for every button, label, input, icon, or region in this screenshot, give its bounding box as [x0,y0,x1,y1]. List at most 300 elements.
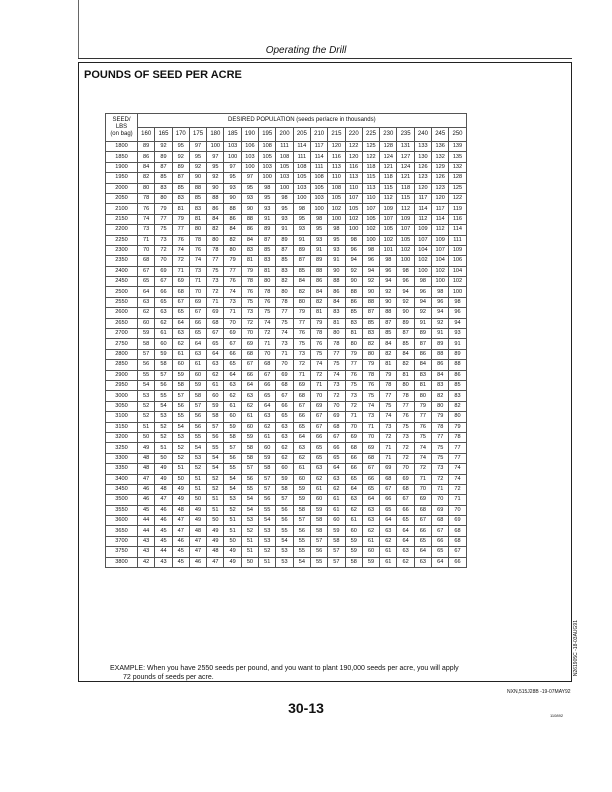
pounds-per-acre-cell: 84 [310,287,327,297]
pounds-per-acre-cell: 114 [310,152,327,162]
pounds-per-acre-cell: 95 [310,225,327,235]
pounds-per-acre-cell: 107 [345,193,362,203]
pounds-per-acre-cell: 76 [414,422,431,432]
pounds-per-acre-cell: 89 [432,339,449,349]
pounds-per-acre-cell: 100 [224,152,241,162]
pounds-per-acre-cell: 58 [293,505,310,515]
population-column-header: 190 [241,128,258,142]
seeds-per-pound-cell: 2800 [106,349,138,359]
pounds-per-acre-cell: 61 [189,360,206,370]
pounds-per-acre-cell: 43 [155,557,172,567]
pounds-per-acre-cell: 86 [138,152,155,162]
population-column-header: 185 [224,128,241,142]
pounds-per-acre-cell: 54 [207,453,224,463]
pounds-per-acre-cell: 70 [362,432,379,442]
table-row [106,536,467,546]
pounds-per-acre-cell: 100 [449,287,466,297]
pounds-per-acre-cell: 71 [207,297,224,307]
pounds-per-acre-cell: 107 [362,204,379,214]
pounds-per-acre-cell: 117 [432,204,449,214]
pounds-per-acre-cell: 58 [189,391,206,401]
pounds-per-acre-cell: 58 [310,516,327,526]
pounds-per-acre-cell: 100 [397,256,414,266]
running-header: Operating the Drill [265,45,347,56]
pounds-per-acre-cell: 64 [414,547,431,557]
pounds-per-acre-cell: 76 [138,204,155,214]
pounds-per-acre-cell: 118 [362,162,379,172]
pounds-per-acre-cell: 75 [328,360,345,370]
pounds-per-acre-cell: 74 [414,443,431,453]
population-column-header: 225 [362,128,379,142]
pounds-per-acre-cell: 78 [310,329,327,339]
pounds-per-acre-cell: 83 [259,256,276,266]
pounds-per-acre-cell: 92 [380,287,397,297]
pounds-per-acre-cell: 44 [138,516,155,526]
pounds-per-acre-cell: 53 [241,516,258,526]
pounds-per-acre-cell: 71 [293,370,310,380]
pounds-per-acre-cell: 69 [449,516,466,526]
table-row [106,401,467,411]
pounds-per-acre-cell: 100 [259,173,276,183]
pounds-per-acre-cell: 109 [414,225,431,235]
pounds-per-acre-cell: 85 [397,339,414,349]
pounds-per-acre-cell: 119 [449,204,466,214]
pounds-per-acre-cell: 60 [259,443,276,453]
pounds-per-acre-cell: 77 [449,443,466,453]
pounds-per-acre-cell: 102 [345,214,362,224]
pounds-per-acre-cell: 72 [259,329,276,339]
pounds-per-acre-cell: 70 [328,401,345,411]
pounds-per-acre-cell: 62 [328,484,345,494]
pounds-per-acre-cell: 56 [293,526,310,536]
pounds-per-acre-cell: 126 [414,162,431,172]
seeds-per-pound-cell: 3800 [106,557,138,567]
pounds-per-acre-cell: 59 [172,370,189,380]
pounds-per-acre-cell: 98 [432,287,449,297]
pounds-per-acre-cell: 65 [224,360,241,370]
pounds-per-acre-cell: 68 [259,360,276,370]
pounds-per-acre-cell: 112 [414,214,431,224]
pounds-per-acre-cell: 65 [380,505,397,515]
pounds-per-acre-cell: 117 [414,193,431,203]
seeds-per-pound-cell: 2950 [106,380,138,390]
pounds-per-acre-cell: 67 [207,329,224,339]
pounds-per-acre-cell: 80 [138,183,155,193]
pounds-per-acre-cell: 60 [207,391,224,401]
pounds-per-acre-cell: 67 [310,422,327,432]
pounds-per-acre-cell: 95 [241,183,258,193]
pounds-per-acre-cell: 58 [155,360,172,370]
pounds-per-acre-cell: 59 [293,495,310,505]
pounds-per-acre-cell: 65 [155,297,172,307]
pounds-per-acre-cell: 53 [189,453,206,463]
pounds-per-acre-cell: 89 [414,329,431,339]
pounds-per-acre-cell: 72 [380,432,397,442]
pounds-per-acre-cell: 62 [138,308,155,318]
population-column-header: 230 [380,128,397,142]
pounds-per-acre-cell: 61 [293,464,310,474]
pounds-per-acre-cell: 61 [172,349,189,359]
pounds-per-acre-cell: 94 [414,297,431,307]
pounds-per-acre-cell: 52 [241,526,258,536]
table-row [106,547,467,557]
pounds-per-acre-cell: 91 [432,329,449,339]
pounds-per-acre-cell: 88 [310,266,327,276]
pounds-per-acre-cell: 58 [224,432,241,442]
pounds-per-acre-cell: 48 [207,547,224,557]
table-row [106,453,467,463]
pounds-per-acre-cell: 68 [362,453,379,463]
pounds-per-acre-cell: 70 [432,495,449,505]
pounds-per-acre-cell: 45 [155,536,172,546]
pounds-per-acre-cell: 51 [207,505,224,515]
pounds-per-acre-cell: 87 [293,256,310,266]
pounds-per-acre-cell: 90 [328,266,345,276]
pounds-per-acre-cell: 43 [138,536,155,546]
pounds-per-acre-cell: 68 [172,287,189,297]
pounds-per-acre-cell: 89 [172,162,189,172]
pounds-per-acre-cell: 74 [224,287,241,297]
pounds-per-acre-cell: 46 [189,557,206,567]
pounds-per-acre-cell: 68 [414,505,431,515]
pounds-per-acre-cell: 70 [414,484,431,494]
pounds-per-acre-cell: 63 [293,443,310,453]
pounds-per-acre-cell: 60 [189,370,206,380]
pounds-per-acre-cell: 69 [241,339,258,349]
pounds-per-acre-cell: 110 [345,183,362,193]
pounds-per-acre-cell: 45 [172,557,189,567]
table-row [106,193,467,203]
pounds-per-acre-cell: 95 [293,214,310,224]
pounds-per-acre-cell: 53 [172,432,189,442]
pounds-per-acre-cell: 107 [397,225,414,235]
pounds-per-acre-cell: 98 [380,256,397,266]
pounds-per-acre-cell: 57 [172,391,189,401]
pounds-per-acre-cell: 92 [414,308,431,318]
pounds-per-acre-cell: 105 [276,162,293,172]
pounds-per-acre-cell: 86 [432,360,449,370]
pounds-per-acre-cell: 56 [259,495,276,505]
pounds-per-acre-cell: 48 [138,453,155,463]
table-row [106,235,467,245]
pounds-per-acre-cell: 63 [276,422,293,432]
pounds-per-acre-cell: 65 [397,516,414,526]
document-id: NXN,515J28B -19-07MAY92 [507,689,571,695]
pounds-per-acre-cell: 103 [310,193,327,203]
pounds-per-acre-cell: 54 [172,422,189,432]
table-row [106,391,467,401]
pounds-per-acre-cell: 58 [241,453,258,463]
pounds-per-acre-cell: 87 [397,329,414,339]
seeds-per-pound-cell: 2700 [106,329,138,339]
pounds-per-acre-cell: 69 [328,412,345,422]
pounds-per-acre-cell: 93 [276,214,293,224]
pounds-per-acre-cell: 56 [224,453,241,463]
pounds-per-acre-cell: 65 [432,547,449,557]
pounds-per-acre-cell: 100 [310,204,327,214]
pounds-per-acre-cell: 42 [138,557,155,567]
pounds-per-acre-cell: 57 [310,536,327,546]
pounds-per-acre-cell: 61 [259,432,276,442]
seeds-per-pound-cell: 3150 [106,422,138,432]
pounds-per-acre-cell: 64 [380,516,397,526]
pounds-per-acre-cell: 87 [276,245,293,255]
pounds-per-acre-cell: 131 [397,142,414,152]
pounds-per-acre-cell: 64 [172,318,189,328]
pounds-per-acre-cell: 92 [432,318,449,328]
pounds-per-acre-cell: 111 [449,235,466,245]
pounds-per-acre-cell: 51 [224,516,241,526]
pounds-per-acre-cell: 57 [189,401,206,411]
pounds-per-acre-cell: 65 [310,453,327,463]
pounds-per-acre-cell: 95 [224,173,241,183]
pounds-per-acre-cell: 87 [155,162,172,172]
pounds-per-acre-cell: 70 [397,464,414,474]
pounds-per-acre-cell: 59 [259,453,276,463]
seeds-per-pound-cell: 3200 [106,432,138,442]
pounds-per-acre-cell: 91 [276,225,293,235]
seeds-per-pound-cell: 2600 [106,308,138,318]
pounds-per-acre-cell: 70 [138,245,155,255]
pounds-per-acre-cell: 67 [276,391,293,401]
pounds-per-acre-cell: 62 [276,443,293,453]
pounds-per-acre-cell: 100 [328,214,345,224]
pounds-per-acre-cell: 66 [380,495,397,505]
pounds-per-acre-cell: 130 [414,152,431,162]
population-column-header: 210 [310,128,327,142]
seed-rate-table [105,113,467,568]
pounds-per-acre-cell: 63 [276,432,293,442]
table-row [106,183,467,193]
pounds-per-acre-cell: 66 [224,349,241,359]
pounds-per-acre-cell: 63 [224,380,241,390]
pounds-per-acre-cell: 57 [207,422,224,432]
pounds-per-acre-cell: 64 [293,432,310,442]
seeds-per-pound-cell: 2850 [106,360,138,370]
pounds-per-acre-cell: 61 [155,329,172,339]
pounds-per-acre-cell: 57 [259,474,276,484]
pounds-per-acre-cell: 102 [432,266,449,276]
pounds-per-acre-cell: 86 [449,370,466,380]
pounds-per-acre-cell: 72 [207,287,224,297]
pounds-per-acre-cell: 50 [138,432,155,442]
population-column-header: 235 [397,128,414,142]
pounds-per-acre-cell: 86 [224,214,241,224]
pounds-per-acre-cell: 73 [362,412,379,422]
pounds-per-acre-cell: 93 [449,329,466,339]
pounds-per-acre-cell: 90 [362,287,379,297]
population-column-header: 160 [138,128,155,142]
pounds-per-acre-cell: 82 [224,235,241,245]
side-reference-code: N261905C -18-03AUG91 [573,620,579,677]
pounds-per-acre-cell: 50 [241,557,258,567]
pounds-per-acre-cell: 73 [276,339,293,349]
pounds-per-acre-cell: 78 [189,235,206,245]
pounds-per-acre-cell: 72 [172,256,189,266]
pounds-per-acre-cell: 84 [328,297,345,307]
population-column-header: 180 [207,128,224,142]
pounds-per-acre-cell: 58 [207,412,224,422]
pounds-per-acre-cell: 64 [432,557,449,567]
pounds-per-acre-cell: 123 [432,183,449,193]
pounds-per-acre-cell: 76 [241,287,258,297]
pounds-per-acre-cell: 64 [362,495,379,505]
pounds-per-acre-cell: 51 [241,536,258,546]
pounds-per-acre-cell: 59 [138,329,155,339]
pounds-per-acre-cell: 114 [414,204,431,214]
pounds-per-acre-cell: 106 [449,256,466,266]
pounds-per-acre-cell: 94 [380,277,397,287]
pounds-per-acre-cell: 80 [155,193,172,203]
table-row [106,287,467,297]
pounds-per-acre-cell: 88 [432,349,449,359]
pounds-per-acre-cell: 69 [345,432,362,442]
pounds-per-acre-cell: 58 [138,339,155,349]
pounds-per-acre-cell: 75 [345,380,362,390]
pounds-per-acre-cell: 78 [362,370,379,380]
pounds-per-acre-cell: 85 [259,245,276,255]
population-column-header: 175 [189,128,206,142]
pounds-per-acre-cell: 81 [189,214,206,224]
pounds-per-acre-cell: 54 [293,557,310,567]
pounds-per-acre-cell: 104 [414,245,431,255]
pounds-per-acre-cell: 113 [345,173,362,183]
pounds-per-acre-cell: 98 [328,225,345,235]
seeds-per-pound-cell: 3550 [106,505,138,515]
pounds-per-acre-cell: 128 [449,173,466,183]
pounds-per-acre-cell: 74 [414,453,431,463]
table-row [106,495,467,505]
pounds-per-acre-cell: 77 [432,432,449,442]
pounds-per-acre-cell: 102 [397,245,414,255]
pounds-per-acre-cell: 75 [310,349,327,359]
pounds-per-acre-cell: 103 [276,173,293,183]
pounds-per-acre-cell: 83 [172,193,189,203]
pounds-per-acre-cell: 43 [138,547,155,557]
pounds-per-acre-cell: 72 [449,484,466,494]
pounds-per-acre-cell: 51 [172,464,189,474]
pounds-per-acre-cell: 98 [293,204,310,214]
pounds-per-acre-cell: 57 [276,495,293,505]
pounds-per-acre-cell: 69 [397,474,414,484]
pounds-per-acre-cell: 98 [259,183,276,193]
pounds-per-acre-cell: 77 [397,401,414,411]
pounds-per-acre-cell: 58 [276,484,293,494]
pounds-per-acre-cell: 62 [155,318,172,328]
pounds-per-acre-cell: 51 [241,547,258,557]
table-row [106,380,467,390]
seeds-per-pound-cell: 1900 [106,162,138,172]
pounds-per-acre-cell: 56 [276,516,293,526]
pounds-per-acre-cell: 71 [138,235,155,245]
pounds-per-acre-cell: 67 [138,266,155,276]
seeds-per-pound-cell: 3350 [106,464,138,474]
pounds-per-acre-cell: 60 [224,412,241,422]
pounds-per-acre-cell: 62 [207,370,224,380]
pounds-per-acre-cell: 54 [259,516,276,526]
pounds-per-acre-cell: 61 [241,412,258,422]
pounds-per-acre-cell: 88 [362,297,379,307]
pounds-per-acre-cell: 63 [310,464,327,474]
pounds-per-acre-cell: 108 [259,142,276,152]
pounds-per-acre-cell: 82 [310,297,327,307]
population-column-header: 200 [276,128,293,142]
pounds-per-acre-cell: 121 [397,173,414,183]
pounds-per-acre-cell: 115 [380,183,397,193]
pounds-per-acre-cell: 55 [259,505,276,515]
pounds-per-acre-cell: 67 [432,526,449,536]
pounds-per-acre-cell: 97 [189,142,206,152]
pounds-per-acre-cell: 67 [362,464,379,474]
pounds-per-acre-cell: 66 [259,380,276,390]
pounds-per-acre-cell: 66 [432,536,449,546]
pounds-per-acre-cell: 85 [172,183,189,193]
pounds-per-acre-cell: 75 [241,297,258,307]
pounds-per-acre-cell: 100 [362,235,379,245]
pounds-per-acre-cell: 124 [380,152,397,162]
pounds-per-acre-cell: 91 [414,318,431,328]
pounds-per-acre-cell: 71 [224,308,241,318]
pounds-per-acre-cell: 71 [310,380,327,390]
pounds-per-acre-cell: 82 [138,173,155,183]
pounds-per-acre-cell: 52 [155,422,172,432]
pounds-per-acre-cell: 93 [328,245,345,255]
pounds-per-acre-cell: 51 [224,526,241,536]
pounds-per-acre-cell: 80 [328,329,345,339]
table-row [106,329,467,339]
pounds-per-acre-cell: 116 [328,152,345,162]
pounds-per-acre-cell: 79 [155,204,172,214]
pounds-per-acre-cell: 79 [293,308,310,318]
pounds-per-acre-cell: 58 [328,536,345,546]
pounds-per-acre-cell: 87 [362,308,379,318]
pounds-per-acre-cell: 79 [224,256,241,266]
pounds-per-acre-cell: 78 [328,339,345,349]
pounds-per-acre-cell: 63 [397,547,414,557]
pounds-per-acre-cell: 62 [362,526,379,536]
pounds-per-acre-cell: 47 [155,495,172,505]
pounds-per-acre-cell: 78 [397,391,414,401]
pounds-per-acre-cell: 80 [432,401,449,411]
pounds-per-acre-cell: 55 [155,391,172,401]
pounds-per-acre-cell: 68 [241,349,258,359]
pounds-per-acre-cell: 73 [155,235,172,245]
pounds-per-acre-cell: 61 [380,547,397,557]
pounds-per-acre-cell: 47 [172,516,189,526]
pounds-per-acre-cell: 49 [224,547,241,557]
pounds-per-acre-cell: 92 [172,152,189,162]
pounds-per-acre-cell: 96 [380,266,397,276]
pounds-per-acre-cell: 55 [172,412,189,422]
pounds-per-acre-cell: 51 [259,557,276,567]
pounds-per-acre-cell: 107 [380,214,397,224]
pounds-per-acre-cell: 68 [207,318,224,328]
pounds-per-acre-cell: 93 [259,204,276,214]
pounds-per-acre-cell: 52 [259,547,276,557]
pounds-per-acre-cell: 69 [172,277,189,287]
pounds-per-acre-cell: 47 [189,547,206,557]
pounds-per-acre-cell: 83 [328,308,345,318]
pounds-per-acre-cell: 90 [241,204,258,214]
pounds-per-acre-cell: 46 [172,536,189,546]
table-row [106,422,467,432]
pounds-per-acre-cell: 79 [241,266,258,276]
pounds-per-acre-cell: 78 [380,380,397,390]
pounds-per-acre-cell: 61 [362,536,379,546]
pounds-per-acre-cell: 79 [310,318,327,328]
pounds-per-acre-cell: 60 [310,495,327,505]
pounds-per-acre-cell: 50 [207,516,224,526]
